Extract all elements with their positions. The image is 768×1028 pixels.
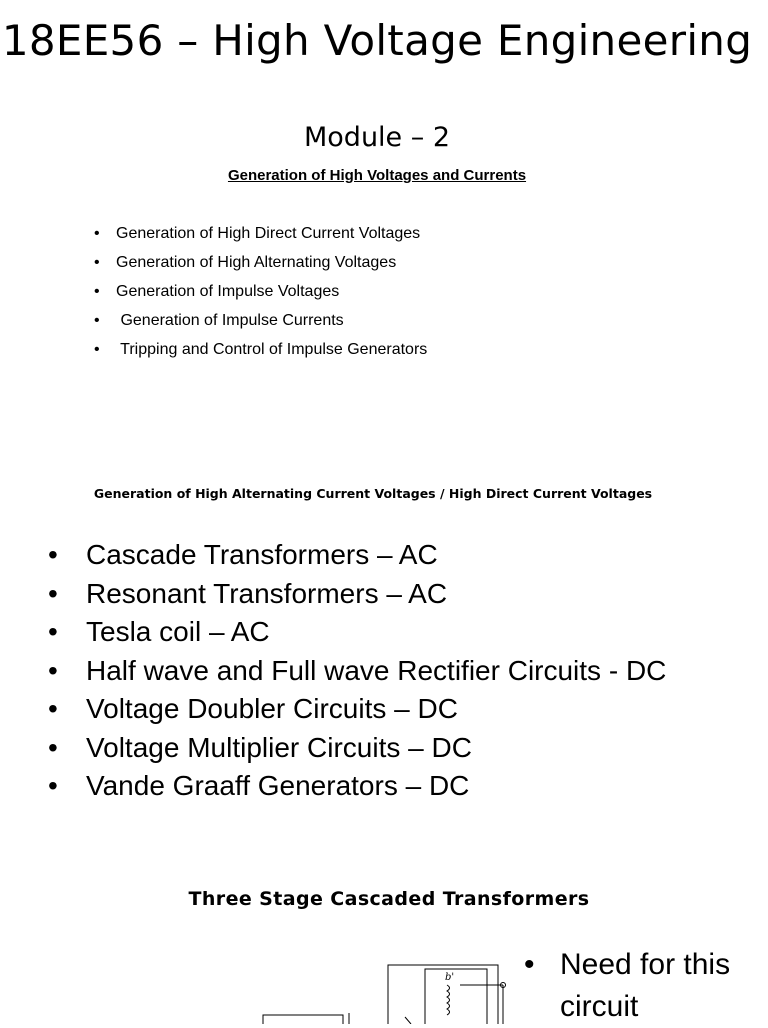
cascade-transformer-diagram bbox=[255, 955, 525, 1024]
list-item: • Generation of Impulse Voltages bbox=[94, 280, 427, 309]
diagram-label: b' bbox=[445, 972, 455, 983]
arrow-line bbox=[405, 1017, 411, 1024]
list-item: • Half wave and Full wave Rectifier Circuits - DC bbox=[48, 652, 666, 691]
diagram-heading: Three Stage Cascaded Transformers bbox=[188, 888, 590, 910]
transformer-inner-box bbox=[425, 969, 487, 1024]
list-item: • Generation of High Direct Current Voltages bbox=[94, 222, 427, 251]
coil-icon bbox=[447, 985, 450, 1015]
list-item: • Generation of High Alternating Voltages bbox=[94, 251, 427, 280]
subtitle: Generation of High Voltages and Currents bbox=[227, 167, 527, 184]
list-item: • Cascade Transformers – AC bbox=[48, 536, 666, 575]
transformer-box bbox=[388, 965, 498, 1024]
list-item: • Voltage Multiplier Circuits – DC bbox=[48, 729, 666, 768]
bullet-icon: • bbox=[524, 948, 535, 981]
topic-list bbox=[94, 222, 427, 367]
section-heading: Generation of High Alternating Current Voltages / High Direct Current Voltages bbox=[93, 486, 653, 501]
document-title: 18EE56 – High Voltage Engineering bbox=[1, 16, 753, 65]
list-item: • Voltage Doubler Circuits – DC bbox=[48, 690, 666, 729]
side-bullet-text: Need for this circuit bbox=[560, 948, 731, 1023]
left-winding-box bbox=[263, 1015, 343, 1024]
list-item: • Resonant Transformers – AC bbox=[48, 575, 666, 614]
module-heading: Module – 2 bbox=[303, 122, 451, 153]
list-item: • Generation of Impulse Currents bbox=[94, 309, 427, 338]
list-item: • Tesla coil – AC bbox=[48, 613, 666, 652]
method-list bbox=[48, 536, 666, 806]
list-item: • Tripping and Control of Impulse Generators bbox=[94, 338, 427, 367]
list-item: • Vande Graaff Generators – DC bbox=[48, 767, 666, 806]
